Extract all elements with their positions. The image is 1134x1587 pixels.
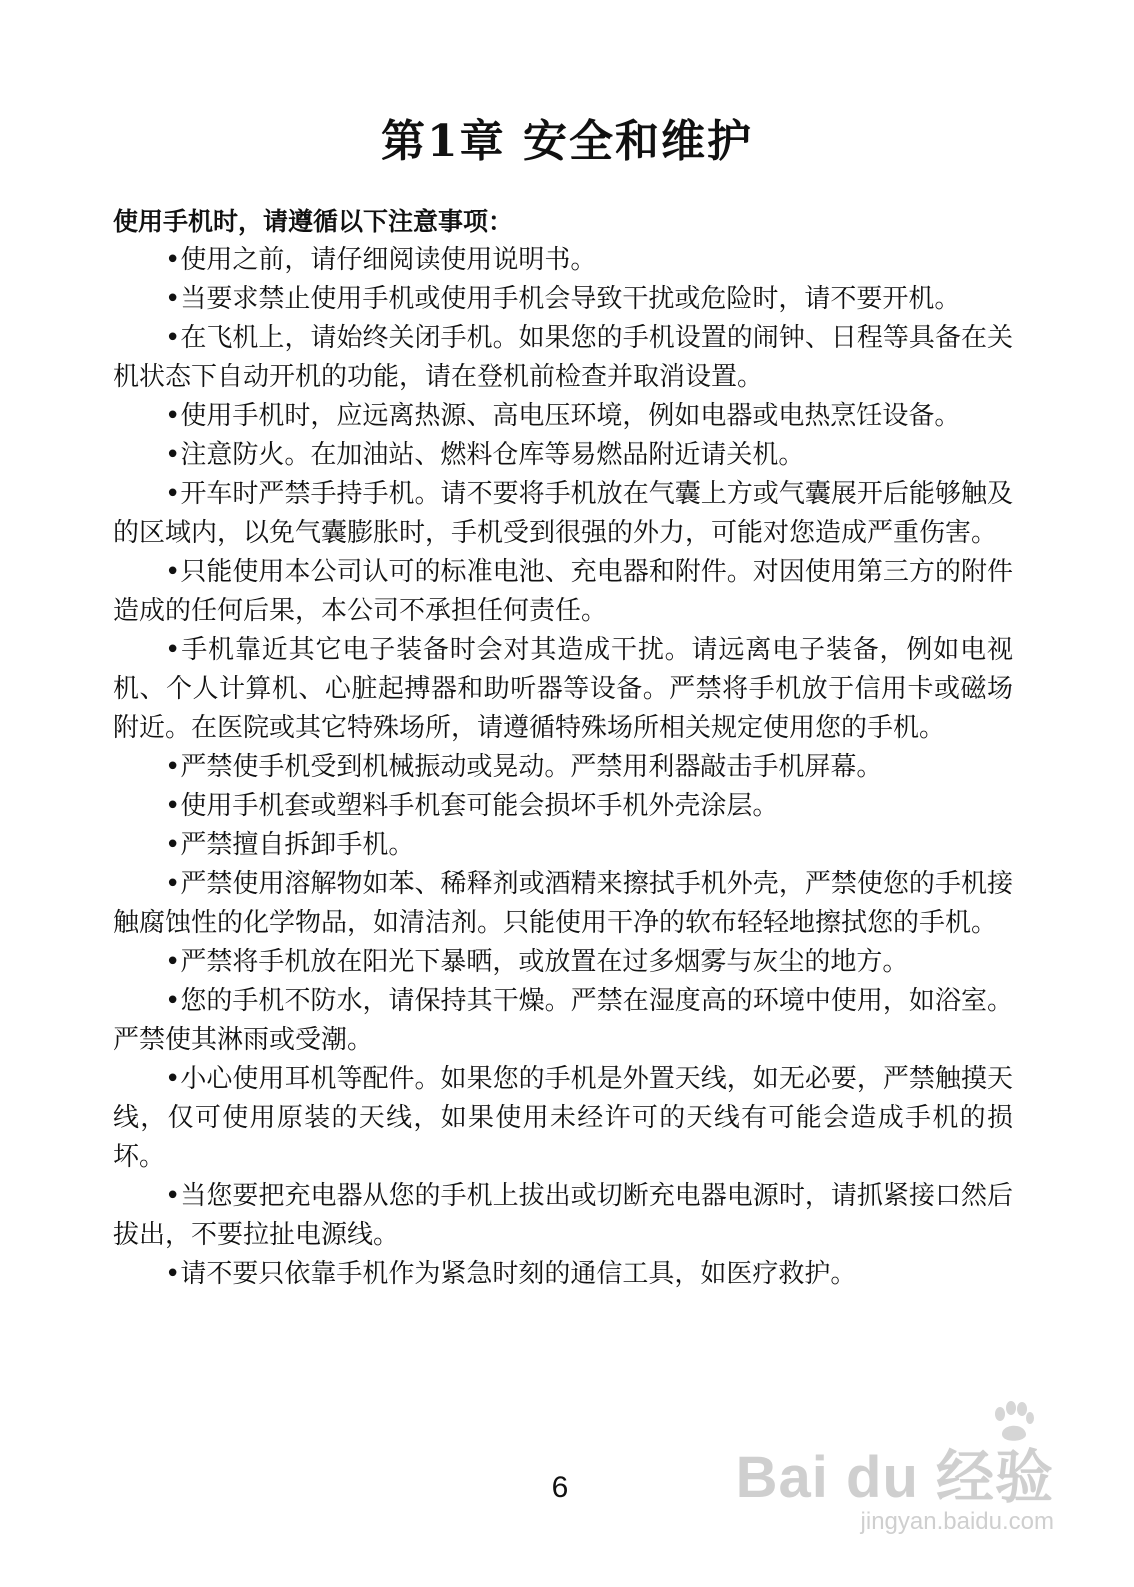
precaution-item: •在飞机上，请始终关闭手机。如果您的手机设置的闹钟、日程等具备在关机状态下自动开机的功能，请在登机前检查并取消设置。 [113,323,1013,392]
precaution-item: •开车时严禁手持手机。请不要将手机放在气囊上方或气囊展开后能够触及的区域内，以免气囊膨胀时，手机受到很强的外力，可能对您造成严重伤害。 [113,479,1013,548]
paw-icon [990,1400,1036,1446]
precaution-item: •严禁使手机受到机械振动或晃动。严禁用利器敲击手机屏幕。 [165,752,883,782]
precaution-item: •小心使用耳机等配件。如果您的手机是外置天线，如无必要，严禁触摸天线，仅可使用原装的天线，如果使用未经许可的天线有可能会造成手机的损坏。 [113,1064,1013,1172]
precaution-item: •只能使用本公司认可的标准电池、充电器和附件。对因使用第三方的附件造成的任何后果，本公司不承担任何责任。 [113,557,1013,626]
precaution-item: •手机靠近其它电子装备时会对其造成干扰。请远离电子装备，例如电视机、个人计算机、心脏起搏器和助听器等设备。严禁将手机放于信用卡或磁场附近。在医院或其它特殊场所，请遵循特殊场所相关规定使用您的手机。 [113,635,1013,743]
precaution-item: •当您要把充电器从您的手机上拔出或切断充电器电源时，请抓紧接口然后拔出，不要拉扯电源线。 [113,1181,1013,1250]
page-number: 6 [551,1471,569,1504]
document-body [113,200,1013,1294]
precaution-item: •注意防火。在加油站、燃料仓库等易燃品附近请关机。 [165,440,805,470]
precaution-item: •请不要只依靠手机作为紧急时刻的通信工具，如医疗救护。 [165,1259,857,1289]
watermark-url: jingyan.baidu.com [860,1508,1054,1535]
precaution-item: •严禁擅自拆卸手机。 [165,830,415,860]
precaution-item: •使用手机时，应远离热源、高电压环境，例如电器或电热烹饪设备。 [165,401,961,431]
section-heading: 使用手机时，请遵循以下注意事项： [113,207,514,236]
chapter-title: 第1章 安全和维护 [381,116,753,167]
watermark-logo: Bai du 经验 [735,1445,1054,1510]
precaution-item: •使用手机套或塑料手机套可能会损坏手机外壳涂层。 [165,791,779,821]
precaution-item: •您的手机不防水，请保持其干燥。严禁在湿度高的环境中使用，如浴室。严禁使其淋雨或受潮。 [113,986,1013,1055]
precaution-item: •使用之前，请仔细阅读使用说明书。 [165,245,597,275]
precaution-item: •当要求禁止使用手机或使用手机会导致干扰或危险时，请不要开机。 [165,284,961,314]
precaution-item: •严禁将手机放在阳光下暴晒，或放置在过多烟雾与灰尘的地方。 [165,947,909,977]
precaution-item: •严禁使用溶解物如苯、稀释剂或酒精来擦拭手机外壳，严禁使您的手机接触腐蚀性的化学物品，如清洁剂。只能使用干净的软布轻轻地擦拭您的手机。 [113,869,1013,938]
